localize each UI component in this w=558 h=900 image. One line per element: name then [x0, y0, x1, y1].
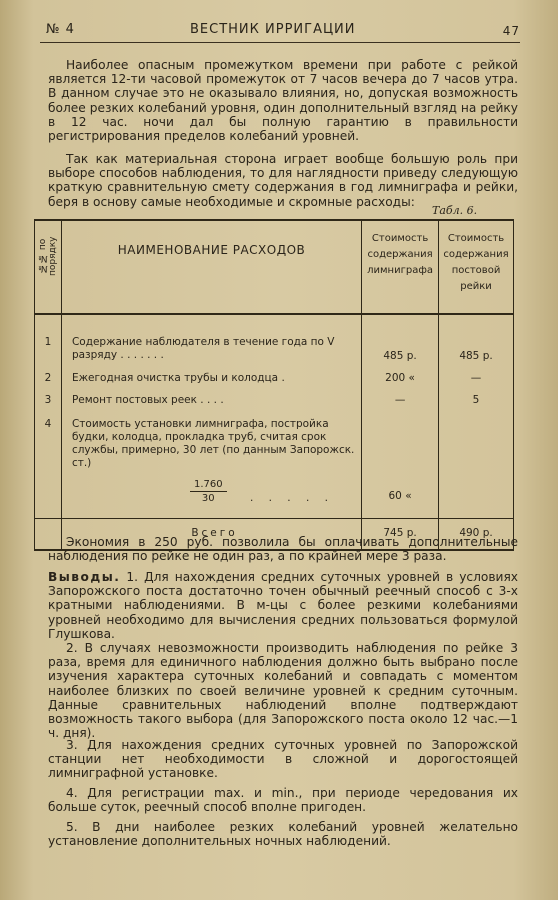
cost-table	[34, 219, 514, 551]
conclusion-2: 2. В случаях невозможности производить наблюдения по рейке 3 раза, время для единичного наблюдения должно быть выбрано после изучения характера суточных колебаний и совпадать с моментом наиболее близких по своей величине уровней к средним суточным. Данные сравнительных наблюдений вполне подтверждают возможность такого выбора (для Запорожского поста около 12 час.—1 ч. дня).	[48, 641, 518, 741]
total-row: Всего 745 р. 490 р.	[35, 518, 514, 550]
paragraph-1: Наиболее опасным промежутком времени при работе с рейкой является 12-ти часовой промежуток от 7 часов вечера до 7 часов утра. В данном случае это не оказывало влияния, но, допуская возможность более резких колебаний уровня, один дополнительный взгляд на рейку в 12 час. ночи дал бы полную гарантию в правильности регистрирования пределов колебаний уровней.	[48, 58, 518, 144]
paragraph-2: Так как материальная сторона играет вообще большую роль при выборе способов наблюдения, то для наглядности приведу следующую краткую сравнительную смету содержания в год лимниграфа и рейки, беря в основу самые необходимые и скромные расходы:	[48, 152, 518, 209]
table-header-row	[35, 220, 514, 314]
paragraph-3: Экономия в 250 руб. позволила бы оплачивать дополнительные наблюдения по рейке не один раз, а по крайней мере 3 раза.	[48, 535, 518, 564]
fraction-row: $\frac{1.760}{30}$ . . . . . 60 «	[35, 478, 514, 518]
header-no: №№ по порядку	[35, 220, 62, 314]
conclusion-1: Выводы. 1. Для нахождения средних суточных уровней в условиях Запорожского поста достаточно точен обычный реечный способ с 3-х кратными наблюдениями. В м-цы с более резкими колебаниями уровней необходимо для вычисления средних пользоваться формулой Глушкова.	[48, 570, 518, 641]
fraction: $\frac{1.760}{30}$	[190, 478, 227, 505]
header-limnigraph-cost: Стоимость содержания лимниграфа	[362, 220, 439, 314]
table-row: 2 Ежегодная очистка трубы и колодца . 200 « —	[35, 372, 514, 394]
table-row: 3 Ремонт постовых реек . . . . — 5	[35, 394, 514, 418]
conclusion-3: 3. Для нахождения средних суточных уровней по Запорожской станции нет необходимости в сложной и дорогостоящей лимниграфной установке.	[48, 738, 518, 781]
issue-number: № 4	[46, 22, 75, 37]
page-number: 47	[502, 24, 520, 38]
conclusion-4: 4. Для регистрации max. и min., при периоде чередования их больше суток, реечный способ вполне пригоден.	[48, 786, 518, 815]
journal-title: ВЕСТНИК ИРРИГАЦИИ	[190, 22, 356, 37]
table-row: 4 Стоимость установки лимниграфа, постройка будки, колодца, прокладка труб, считая срок службы, примерно, 30 лет (по данным Запорожск. ст.)	[35, 418, 514, 478]
page-header	[40, 22, 520, 44]
conclusions-heading: Выводы.	[48, 570, 121, 584]
table-label: Табл. 6.	[432, 204, 478, 217]
header-rule	[40, 42, 520, 43]
header-name: НАИМЕНОВАНИЕ РАСХОДОВ	[61, 220, 361, 314]
table-row: 1 Содержание наблюдателя в течение года по V разряду . . . . . . . 485 р. 485 р.	[35, 336, 514, 372]
header-gauge-cost: Стоимость содержания постовой рейки	[439, 220, 514, 314]
spacer-row	[35, 314, 514, 336]
conclusion-5: 5. В дни наиболее резких колебаний уровней желательно установление дополнительных ночных наблюдений.	[48, 820, 518, 849]
